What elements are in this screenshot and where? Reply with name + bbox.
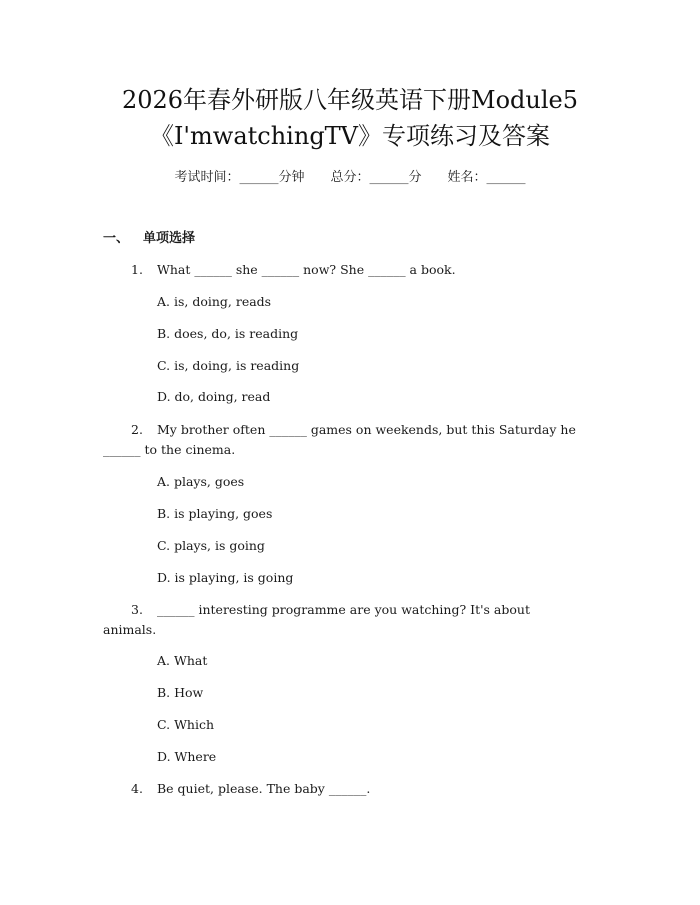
section-heading xyxy=(103,229,195,249)
section-label: 单项选择 xyxy=(143,231,196,246)
document-title-line-1: 2026年春外研版八年级英语下册Module5 xyxy=(121,86,579,114)
student-name-label: 姓名：______ xyxy=(447,170,526,185)
question-text: My brother often ______ games on weekends, but this Saturday he xyxy=(157,422,576,437)
question-number: 2. xyxy=(131,422,143,437)
question-text-continued: ______ to the cinema. xyxy=(103,442,236,457)
option-text: D. Where xyxy=(157,749,217,764)
option-text: B. How xyxy=(157,685,204,700)
option-text: C. is, doing, is reading xyxy=(157,358,300,373)
question-text-continued: animals. xyxy=(103,622,157,637)
question-text: Be quiet, please. The baby ______. xyxy=(157,781,371,796)
document-title-line-2: 《I'mwatchingTV》专项练习及答案 xyxy=(149,122,551,150)
section-number: 一、 xyxy=(103,231,130,246)
question-text: What ______ she ______ now? She ______ a book. xyxy=(157,262,456,277)
exam-time-label: 考试时间：______分钟 xyxy=(174,170,305,185)
option-text: B. is playing, goes xyxy=(157,506,273,521)
option-text: C. plays, is going xyxy=(157,538,265,553)
option-text: B. does, do, is reading xyxy=(157,326,299,341)
option-text: D. do, doing, read xyxy=(157,389,271,404)
total-score-label: 总分：______分 xyxy=(330,170,422,185)
exam-info xyxy=(0,168,700,188)
question-number: 1. xyxy=(131,262,143,277)
question-number: 4. xyxy=(131,781,143,796)
option-text: A. plays, goes xyxy=(157,474,245,489)
question-text: ______ interesting programme are you watching? It's about xyxy=(157,602,530,617)
option-text: A. is, doing, reads xyxy=(157,294,272,309)
question-number: 3. xyxy=(131,602,143,617)
option-text: D. is playing, is going xyxy=(157,570,294,585)
option-text: A. What xyxy=(157,653,208,668)
option-text: C. Which xyxy=(157,717,215,732)
